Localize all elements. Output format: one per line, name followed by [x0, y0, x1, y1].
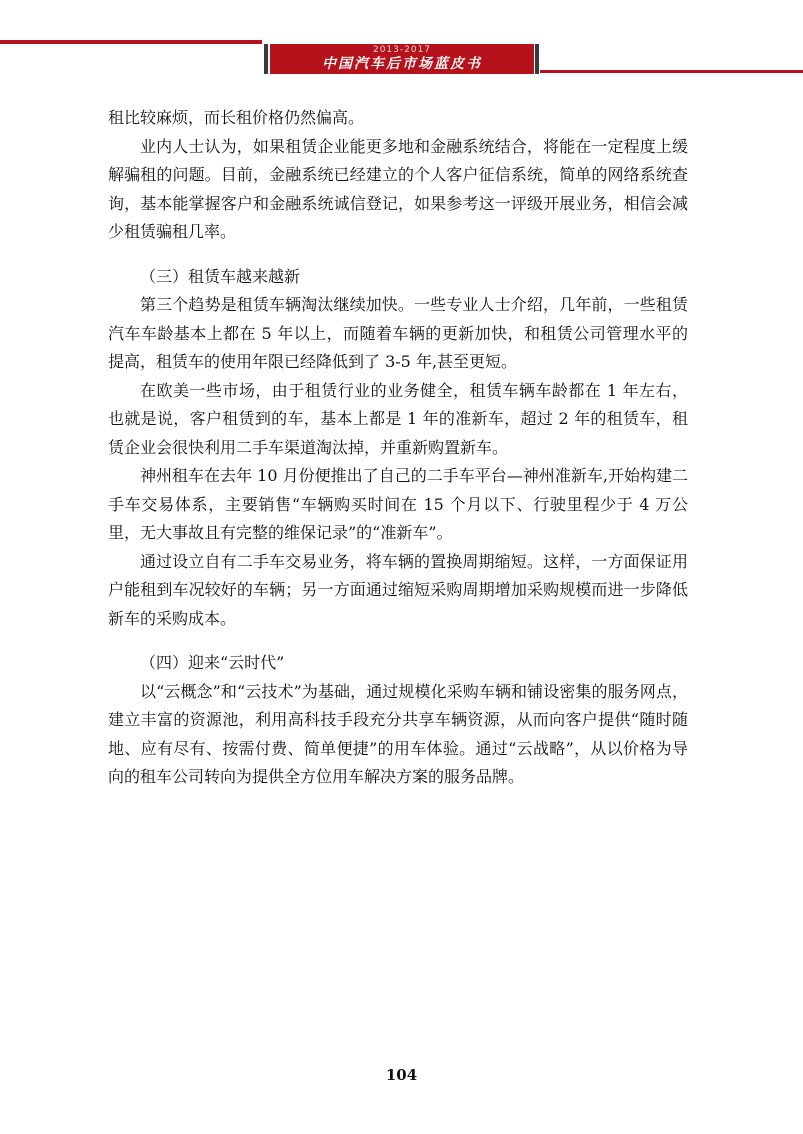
header-bar-right: [535, 44, 539, 74]
page-number: 104: [385, 1066, 418, 1084]
paragraph-5: 神州租车在去年 10 月份便推出了自己的二手车平台—神州准新车,开始构建二手车交易体系，主要销售“车辆购买时间在 15 个月以下、行驶里程少于 4 万公里，无大事故且有完整的维保记录”的“准新车”。: [108, 466, 688, 542]
paragraph-6: 通过设立自有二手车交易业务，将车辆的置换周期缩短。这样，一方面保证用户能租到车况较好的车辆；另一方面通过缩短采购周期增加采购规模而进一步降低新车的采购成本。: [108, 551, 688, 628]
paragraph-7: 以“云概念”和“云技术”为基础，通过规模化采购车辆和铺设密集的服务网点，建立丰富的资源池，利用高科技手段充分共享车辆资源，从而向客户提供“随时随地、应有尽有、按需付费、简单便捷”的用车体验。通过“云战略”，从以价格为导向的租车公司转向为提供全方位用车解决方案的服务品牌。: [108, 681, 688, 786]
header-rule-right: [540, 70, 803, 73]
header-years: 2013-2017: [372, 45, 432, 55]
section-heading-4: （四）迎来“云时代”: [140, 653, 285, 672]
paragraph-4: 在欧美一些市场，由于租赁行业的业务健全，租赁车辆车龄都在 1 年左右，也就是说，客户租赁到的车，基本上都是 1 年的准新车，超过 2 年的租赁车，租赁企业会很快利用二手车渠道淘汰掉，并重新购置新车。: [108, 380, 688, 457]
header-rule-left: [0, 40, 262, 44]
page-content: [108, 104, 688, 792]
header-bar-left: [264, 44, 268, 74]
section-gap: [108, 247, 688, 263]
paragraph-3: 第三个趋势是租赁车辆淘汰继续加快。一些专业人士介绍，几年前，一些租赁汽车车龄基本上都在 5 年以上，而随着车辆的更新加快，和租赁公司管理水平的提高，租赁车的使用年限已经降低到了 3-5 年,甚至更短。: [108, 295, 688, 371]
paragraph-1: 租比较麻烦，而长租价格仍然偏高。: [108, 108, 365, 127]
section-heading-3: （三）租赁车越来越新: [140, 266, 301, 286]
paragraph-2: 业内人士认为，如果租赁企业能更多地和金融系统结合，将能在一定程度上缓解骗租的问题。目前，金融系统已经建立的个人客户征信系统，简单的网络系统查询，基本能掌握客户和金融系统诚信登记，如果参考这一评级开展业务，相信会减少租赁骗租几率。: [108, 136, 688, 241]
header-title: 中国汽车后市场蓝皮书: [322, 56, 482, 72]
header-banner: [270, 44, 534, 74]
section-gap: [108, 633, 688, 649]
